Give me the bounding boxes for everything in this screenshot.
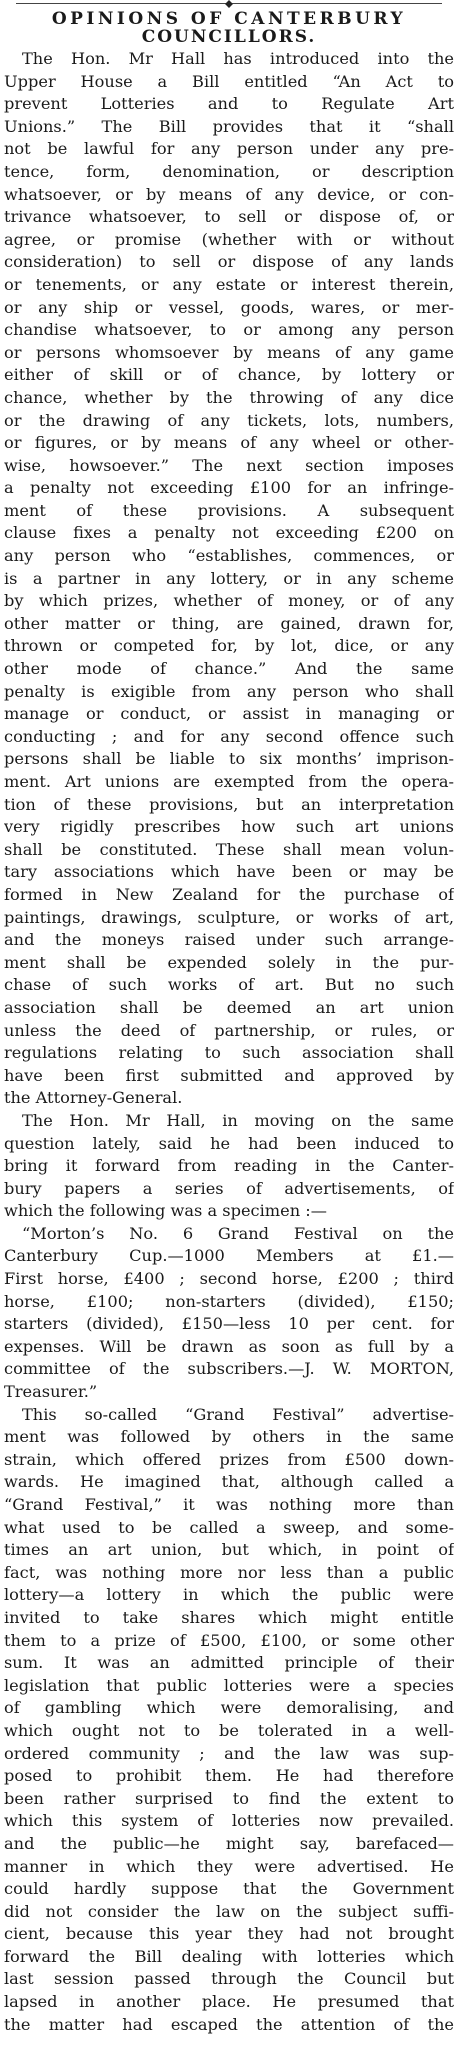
article-text-line: have been first submitted and approved by xyxy=(4,1065,454,1085)
article-text-line: the Attorney-General. xyxy=(4,1088,183,1108)
article-text-line: The Hon. Mr Hall has introduced into the xyxy=(22,49,454,68)
article-text-line: agree, or promise (whether with or without xyxy=(4,229,454,249)
article-text-line: times an art union, but which, in point of xyxy=(4,1540,454,1560)
article-text-line: ordered community ; and the law was sup- xyxy=(4,1743,454,1763)
article-text-line: ment. Art unions are exempted from the opera- xyxy=(4,772,454,791)
article-text-line: manage or conduct, or assist in managing or xyxy=(4,704,454,724)
article-text-line: could hardly suppose that the Government xyxy=(4,1879,454,1899)
article-text-line: other matter or thing, are gained, drawn for, xyxy=(4,613,454,633)
article-text-line: manner in which they were advertised. He xyxy=(4,1856,454,1876)
article-text-line: bury papers a series of advertisements, of xyxy=(4,1178,454,1198)
article-text-line: or tenements, or any estate or interest therein, xyxy=(4,274,454,294)
article-text-line: legislation that public lotteries were a species xyxy=(4,1675,454,1695)
article-text-line: Treasurer.” xyxy=(4,1382,98,1402)
article-text-line: and the public—he might say, barefaced— xyxy=(4,1833,454,1853)
article-text-line: conducting ; and for any second offence such xyxy=(4,726,454,746)
article-text-line: either of skill or of chance, by lottery or xyxy=(4,365,454,385)
article-text-line: chance, whether by the throwing of any dice xyxy=(4,387,454,407)
diamond-ornament-icon xyxy=(225,0,233,8)
article-text-line: forward the Bill dealing with lotteries which xyxy=(4,1946,454,1966)
article-text-line: the matter had escaped the attention of the xyxy=(4,2014,454,2034)
article-text-line: starters (divided), £150—less 10 per cent. for xyxy=(4,1314,454,1334)
article-text-line: This so-called “Grand Festival” advertise- xyxy=(22,1404,454,1424)
article-text-line: wise, howsoever.” The next section imposes xyxy=(4,455,454,475)
article-text-line: expenses. Will be drawn as soon as full by a xyxy=(4,1336,454,1356)
article-text-line: not be lawful for any person under any pre- xyxy=(4,139,454,159)
article-text-line: ment of these provisions. A subsequent xyxy=(4,500,454,520)
article-text-line: chase of such works of art. But no such xyxy=(4,975,454,995)
article-text-line: by which prizes, whether of money, or of any xyxy=(4,591,454,611)
article-text-line: strain, which offered prizes from £500 down- xyxy=(4,1449,454,1469)
article-text-line: tary associations which have been or may be xyxy=(4,862,454,882)
article-text-line: is a partner in any lottery, or in any scheme xyxy=(4,568,454,588)
article-text-line: which this system of lotteries now prevailed. xyxy=(4,1811,454,1831)
article-text-line: lottery—a lottery in which the public were xyxy=(4,1585,454,1605)
article-text-line: or persons whomsoever by means of any game xyxy=(4,342,454,362)
article-text-line: been rather surprised to find the extent to xyxy=(4,1788,454,1808)
article-text-line: ment was followed by others in the same xyxy=(4,1427,454,1447)
article-text-line: question lately, said he had been induced to xyxy=(4,1133,454,1153)
article-text-line: Unions.” The Bill provides that it “shall xyxy=(4,116,454,136)
headline-line: OPINIONS OF CANTERBURY xyxy=(51,9,407,29)
article-text-line: cient, because this year they had not brought xyxy=(4,1924,454,1944)
article-text-line: a penalty not exceeding £100 for an infringe- xyxy=(4,478,454,498)
article-text-line: tion of these provisions, but an interpretation xyxy=(4,794,454,814)
article-text-line: paintings, drawings, sculpture, or works of art, xyxy=(4,907,454,927)
article-text-line: sum. It was an admitted principle of their xyxy=(4,1653,454,1673)
article-text-line: bring it forward from reading in the Canter- xyxy=(4,1156,454,1176)
article-body xyxy=(4,48,454,2036)
article-text-line: which the following was a specimen :— xyxy=(4,1201,327,1221)
article-text-line: them to a prize of £500, £100, or some other xyxy=(4,1630,454,1650)
headline-rule xyxy=(16,0,442,8)
article-text-line: Canterbury Cup.—1000 Members at £1.— xyxy=(4,1246,454,1266)
article-text-line: shall be constituted. These shall mean volun- xyxy=(4,839,454,859)
article-text-line: invited to take shares which might entitle xyxy=(4,1607,454,1627)
article-text-line: committee of the subscribers.—J. W. MORTON, xyxy=(4,1359,454,1379)
article-text-line: very rigidly prescribes how such art unions xyxy=(4,817,454,837)
article-text-line: or any ship or vessel, goods, wares, or mer- xyxy=(4,297,454,317)
article-text-line: lapsed in another place. He presumed that xyxy=(4,1992,454,2012)
article-text-line: formed in New Zealand for the purchase of xyxy=(4,884,454,904)
article-text-line: clause fixes a penalty not exceeding £200 on xyxy=(4,523,454,543)
article-text-line: Upper House a Bill entitled “An Act to xyxy=(4,71,454,91)
article-text-line: of gambling which were demoralising, and xyxy=(4,1698,454,1718)
article-text-line: First horse, £400 ; second horse, £200 ; third xyxy=(4,1269,454,1289)
article-text-line: horse, £100; non-starters (divided), £150; xyxy=(4,1291,454,1311)
article-text-line: any person who “establishes, commences, or xyxy=(4,546,454,566)
article-text-line: ment shall be expended solely in the pur- xyxy=(4,952,454,972)
article-text-line: prevent Lotteries and to Regulate Art xyxy=(4,94,454,114)
article-text-line: “Morton’s No. 6 Grand Festival on the xyxy=(22,1223,454,1243)
article-text-line: tence, form, denomination, or description xyxy=(4,161,454,181)
article-text-line: what used to be called a sweep, and some- xyxy=(4,1517,454,1537)
article-text-line: or the drawing of any tickets, lots, numbers, xyxy=(4,410,454,430)
article-text-line: did not consider the law on the subject suffi- xyxy=(4,1901,454,1921)
article-text-line: and the moneys raised under such arrange- xyxy=(4,930,454,950)
article-text-line: The Hon. Mr Hall, in moving on the same xyxy=(22,1110,454,1130)
article-text-line: penalty is exigible from any person who shall xyxy=(4,681,454,701)
article-text-line: chandise whatsoever, to or among any person xyxy=(4,320,454,340)
article-text-line: last session passed through the Council but xyxy=(4,1969,454,1989)
article-text-line: unless the deed of partnership, or rules, or xyxy=(4,1020,454,1040)
article-text-line: whatsoever, or by means of any device, or con- xyxy=(4,184,454,204)
article-text-line: “Grand Festival,” it was nothing more than xyxy=(4,1495,454,1514)
article-text-line: thrown or competed for, by lot, dice, or any xyxy=(4,636,454,656)
article-text-line: association shall be deemed an art union xyxy=(4,997,454,1017)
article-text-line: posed to prohibit them. He had therefore xyxy=(4,1766,454,1786)
article-text-line: consideration) to sell or dispose of any lands xyxy=(4,252,454,272)
article-text-line: fact, was nothing more nor less than a public xyxy=(4,1562,454,1582)
article-text-line: regulations relating to such association shall xyxy=(4,1043,454,1063)
article-text-line: wards. He imagined that, although called a xyxy=(4,1472,454,1492)
article-text-line: persons shall be liable to six months’ imprison- xyxy=(4,749,454,769)
article-text-line: which ought not to be tolerated in a well- xyxy=(4,1720,454,1740)
article-text-line: other mode of chance.” And the same xyxy=(4,659,454,679)
headline-line: COUNCILLORS. xyxy=(141,27,317,47)
article-text-line: trivance whatsoever, to sell or dispose of, or xyxy=(4,207,454,227)
article-text-line: or figures, or by means of any wheel or other- xyxy=(4,433,454,453)
article-headline xyxy=(4,10,454,46)
